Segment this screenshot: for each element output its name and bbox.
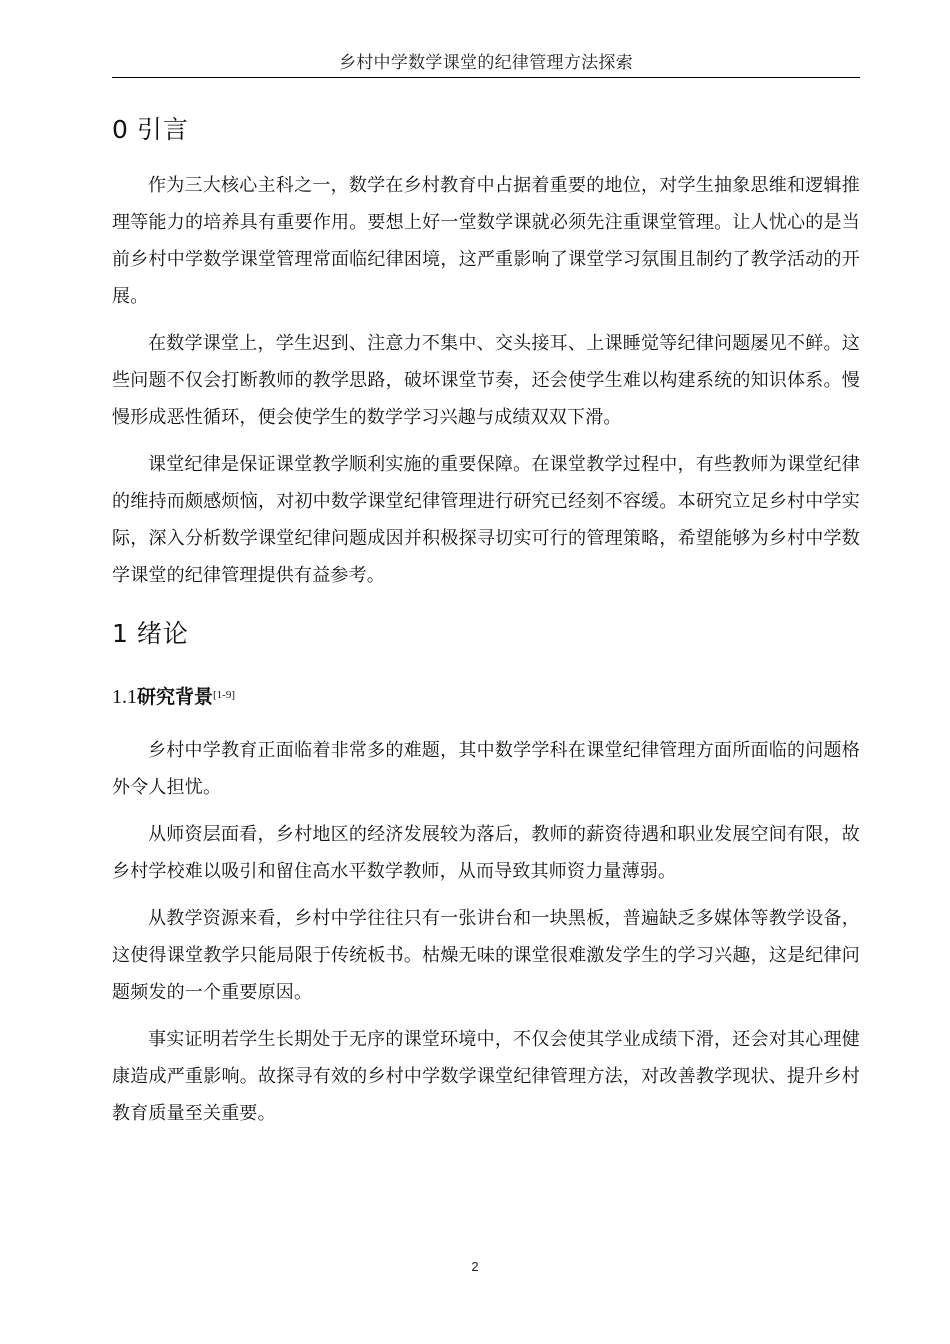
intro-paragraph-3: 课堂纪律是保证课堂教学顺利实施的重要保障。在课堂教学过程中，有些教师为课堂纪律的维持而颇感烦恼，对初中数学课堂纪律管理进行研究已经刻不容缓。本研究立足乡村中学实际，深入分析数学课堂纪律问题成因并积极探寻切实可行的管理策略，希望能够为乡村中学数学课堂的纪律管理提供有益参考。 (112, 454, 860, 586)
intro-paragraph-1: 作为三大核心主科之一，数学在乡村教育中占据着重要的地位，对学生抽象思维和逻辑推理等能力的培养具有重要作用。要想上好一堂数学课就必须先注重课堂管理。让人忧心的是当前乡村中学数学课堂管理常面临纪律困境，这严重影响了课堂学习氛围且制约了教学活动的开展。 (112, 175, 860, 307)
subsection-heading-background (112, 682, 860, 712)
section-heading-introduction (112, 614, 860, 654)
background-paragraph-1: 乡村中学教育正面临着非常多的难题，其中数学学科在课堂纪律管理方面所面临的问题格外令人担忧。 (112, 740, 860, 798)
running-header: 乡村中学数学课堂的纪律管理方法探索 (112, 50, 860, 78)
section-number: 0 (112, 115, 129, 144)
subsection-title: 研究背景 (137, 686, 214, 708)
page-body (112, 110, 860, 1132)
background-paragraph-3: 从教学资源来看，乡村中学往往只有一张讲台和一块黑板，普遍缺乏多媒体等教学设备，这使得课堂教学只能局限于传统板书。枯燥无味的课堂很难激发学生的学习兴趣，这是纪律问题频发的一个重要原因。 (112, 908, 860, 1003)
section-title: 绪论 (136, 619, 189, 648)
page-number: 2 (471, 1259, 479, 1274)
subsection-number: 1.1 (112, 686, 137, 708)
intro-paragraph-2: 在数学课堂上，学生迟到、注意力不集中、交头接耳、上课睡觉等纪律问题屡见不鲜。这些问题不仅会打断教师的教学思路，破坏课堂节奏，还会使学生难以构建系统的知识体系。慢慢形成恶性循环，便会使学生的数学学习兴趣与成绩双双下滑。 (112, 333, 860, 428)
background-paragraph-2: 从师资层面看，乡村地区的经济发展较为落后，教师的薪资待遇和职业发展空间有限，故乡村学校难以吸引和留住高水平数学教师，从而导致其师资力量薄弱。 (112, 824, 860, 882)
background-paragraph-4: 事实证明若学生长期处于无序的课堂环境中，不仅会使其学业成绩下滑，还会对其心理健康造成严重影响。故探寻有效的乡村中学数学课堂纪律管理方法，对改善教学现状、提升乡村教育质量至关重要。 (112, 1029, 860, 1124)
section-heading-intro (112, 110, 860, 150)
section-number: 1 (112, 619, 129, 648)
section-title: 引言 (136, 115, 189, 144)
citation-reference: [1-9] (213, 689, 236, 701)
